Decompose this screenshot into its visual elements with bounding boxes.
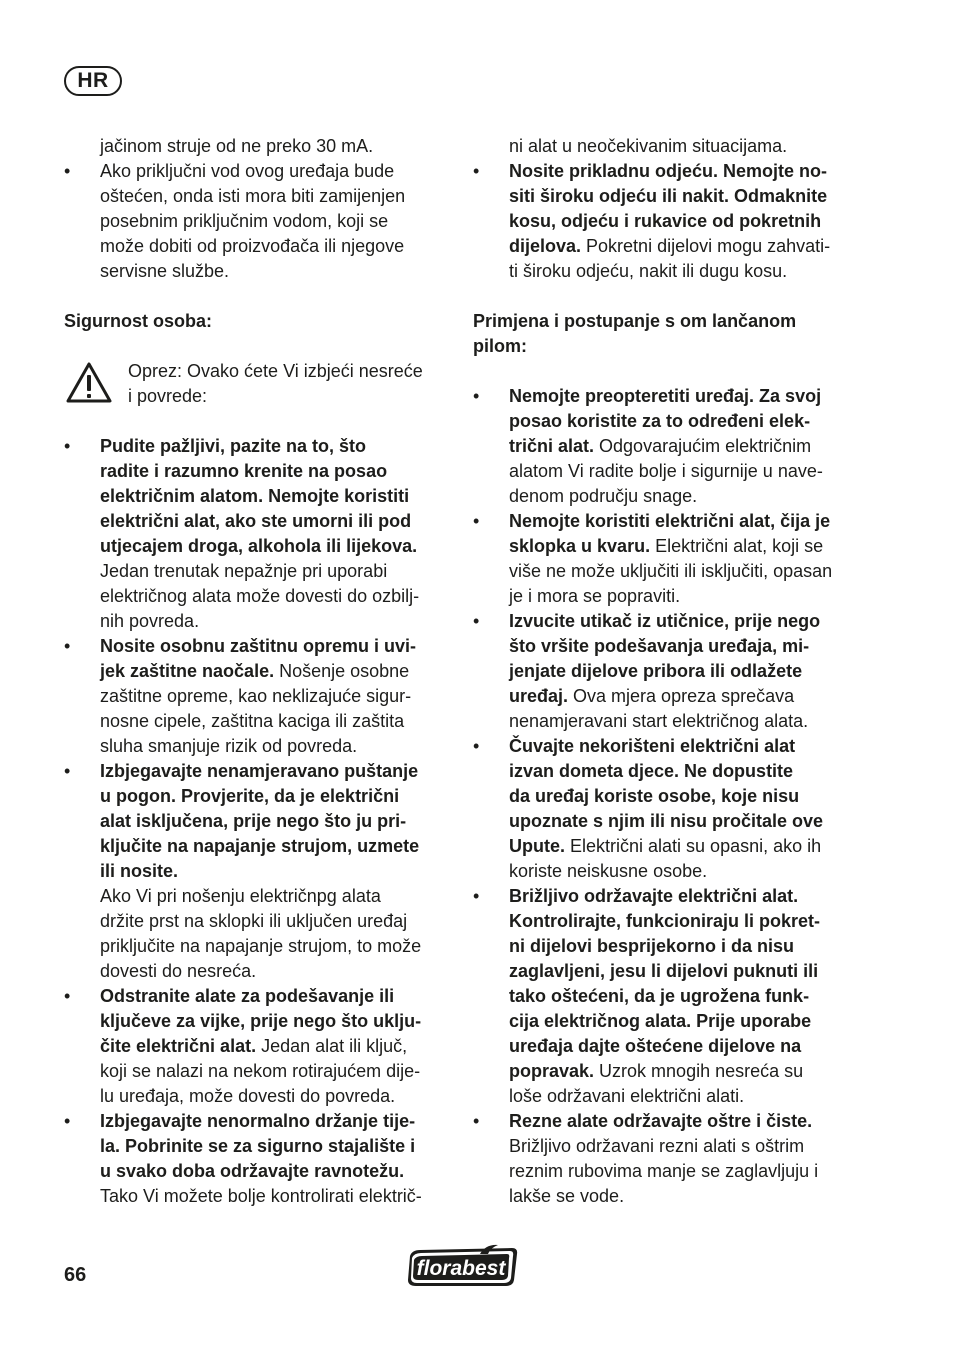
list-item-bold: Izbjegavajte nenormalno držanje tije- la. Pobrinite se za sigurno stajalište i u svako doba održavajte ravnotežu. (100, 1111, 416, 1181)
list-item (473, 884, 857, 1109)
page-number: 66 (64, 1264, 87, 1286)
list-item-text (509, 384, 857, 509)
list-item-text (509, 609, 857, 734)
list-item (64, 1109, 448, 1209)
list-item-text: Ako priključni vod ovog uređaja bude oštećen, onda isti mora biti zamijenjen posebnim priključnim vodom, koji se može dobiti od proizvođača ili njegove servisne službe. (100, 161, 406, 281)
section-heading-chainsaw-use: Primjena i postupanje s om lančanom pilom: (473, 311, 797, 356)
bullet-icon: • (64, 1111, 71, 1131)
warning-triangle-icon (65, 361, 113, 404)
language-badge: HR (64, 66, 122, 96)
list-item-text (509, 884, 857, 1109)
list-item-bold: Nemojte preopteretiti uređaj. Za svoj posao koristite za to određeni elek- trični alat. (509, 386, 822, 456)
list-item-bold: Nosite osobnu zaštitnu opremu i uvi- jek zaštitne naočale. (100, 636, 417, 681)
list-item-text (509, 509, 857, 609)
continuation-text: jačinom struje od ne preko 30 mA. (100, 136, 374, 156)
list-item-body: Jedan trenutak nepažnje pri uporabi električnog alata može dovesti do ozbilj- nih povreda. (100, 561, 420, 631)
bullet-icon: • (64, 636, 71, 656)
left-column (64, 134, 448, 1209)
list-item (473, 159, 857, 284)
list-item-bold: Nosite prikladnu odjeću. Nemojte no- siti široku odjeću ili nakit. Odmaknite kosu, odjeću i rukavice od pokretnih dijelova. (509, 161, 828, 256)
list-item-bold: Rezne alate održavajte oštre i čiste. (509, 1111, 813, 1131)
list-item-text (509, 1109, 857, 1209)
list-item-body: Odgovarajućim električnim alatom Vi radite bolje i sigurnije u nave- denom području snage. (509, 436, 823, 506)
list-item-body: Brižljivo održavani rezni alati s oštrim reznim rubovima manje se zaglavljuju i lakše se vode. (509, 1136, 819, 1206)
list-item-bold: Izbjegavajte nenamjeravano puštanje u pogon. Provjerite, da je električni alat isključena, prije nego što ju pri- ključite na napajanje strujom, uzmete ili nosite. (100, 761, 420, 881)
list-item-text (100, 759, 448, 984)
florabest-logo (404, 1242, 520, 1290)
list-item-body: Električni alati su opasni, ako ih koriste neiskusne osobe. (509, 836, 822, 881)
list-item-body: Uzrok mnogih nesreća su loše održavani električni alati. (509, 1061, 804, 1106)
list-item (64, 634, 448, 759)
warning-text: Oprez: Ovako ćete Vi izbjeći nesreće i povrede: (128, 361, 423, 406)
warning-note (64, 359, 448, 434)
list-item-body: Jedan alat ili ključ, koji se nalazi na nekom rotirajućem dije- lu uređaja, može dovesti do povreda. (100, 1036, 421, 1106)
list-item (473, 609, 857, 734)
logo-wordmark: florabest (416, 1257, 506, 1280)
right-column (473, 134, 857, 1209)
bullet-icon: • (64, 436, 71, 456)
continuation-text: ni alat u neočekivanim situacijama. (509, 136, 788, 156)
list-item (64, 434, 448, 634)
list-item-bold: Čuvajte nekorišteni električni alat izvan dometa djece. Ne dopustite da uređaj koriste osobe, koje nisu upoznate s njim ili nisu pročitale ove Upute. (509, 736, 824, 856)
list-item-body: Nošenje osobne zaštitne opreme, kao neklizajuće sigur- nosne cipele, zaštitna kaciga ili zaštita sluha smanjuje rizik od povreda. (100, 661, 412, 756)
list-item-text (100, 434, 448, 634)
list-item-body: Ova mjera opreza sprečava nenamjeravani start električnog alata. (509, 686, 809, 731)
list-item-text (509, 159, 857, 284)
list-item (64, 159, 448, 284)
section-heading-personal-safety: Sigurnost osoba: (64, 311, 212, 331)
list-item-text (509, 734, 857, 884)
list-item-text (100, 634, 448, 759)
list-item-body: Ako Vi pri nošenju električnpg alata držite prst na sklopki ili uključen uređaj priključite na napajanje strujom, to može dovesti do nesreća. (100, 886, 422, 981)
list-item-text (100, 984, 448, 1109)
bullet-icon: • (473, 161, 480, 181)
list-item-body: Tako Vi možete bolje kontrolirati električ- (100, 1186, 422, 1206)
bullet-icon: • (64, 161, 71, 181)
list-item (64, 759, 448, 984)
list-item-text (100, 1109, 448, 1209)
bullet-icon: • (473, 511, 480, 531)
bullet-icon: • (473, 886, 480, 906)
list-item-body: Električni alat, koji se više ne može uključiti ili isključiti, opasan je i mora se popraviti. (509, 536, 833, 606)
bullet-icon: • (473, 611, 480, 631)
list-item-bold: Nemojte koristiti električni alat, čija je sklopka u kvaru. (509, 511, 831, 556)
bullet-icon: • (473, 386, 480, 406)
list-item-body: Pokretni dijelovi mogu zahvati- ti široku odjeću, nakit ili dugu kosu. (509, 236, 831, 281)
list-item (473, 509, 857, 609)
list-item-bold: Izvucite utikač iz utičnice, prije nego što vršite podešavanja uređaja, mi- jenjate dijelove pribora ili odlažete uređaj. (509, 611, 821, 706)
bullet-icon: • (473, 736, 480, 756)
list-item (473, 734, 857, 884)
list-item-bold: Odstranite alate za podešavanje ili ključeve za vijke, prije nego što uklju- čite električni alat. (100, 986, 422, 1056)
list-item (64, 984, 448, 1109)
list-item (473, 1109, 857, 1209)
bullet-icon: • (64, 761, 71, 781)
bullet-icon: • (473, 1111, 480, 1131)
list-item-bold: Brižljivo održavajte električni alat. Kontrolirajte, funkcioniraju li pokret- ni dijelovi besprijekorno i da nisu zaglavljeni, jesu li dijelovi puknuti ili tako oštećeni, da je ugrožena funk- cija električnog alata. Prije uporabe uređaja dajte oštećene dijelove na popravak. (509, 886, 821, 1081)
list-item-bold: Pudite pažljivi, pazite na to, što radite i razumno krenite na posao električnim alatom. Nemojte koristiti električni alat, ako ste umorni ili pod utjecajem droga, alkohola ili lijekova. (100, 436, 418, 556)
list-item (473, 384, 857, 509)
bullet-icon: • (64, 986, 71, 1006)
